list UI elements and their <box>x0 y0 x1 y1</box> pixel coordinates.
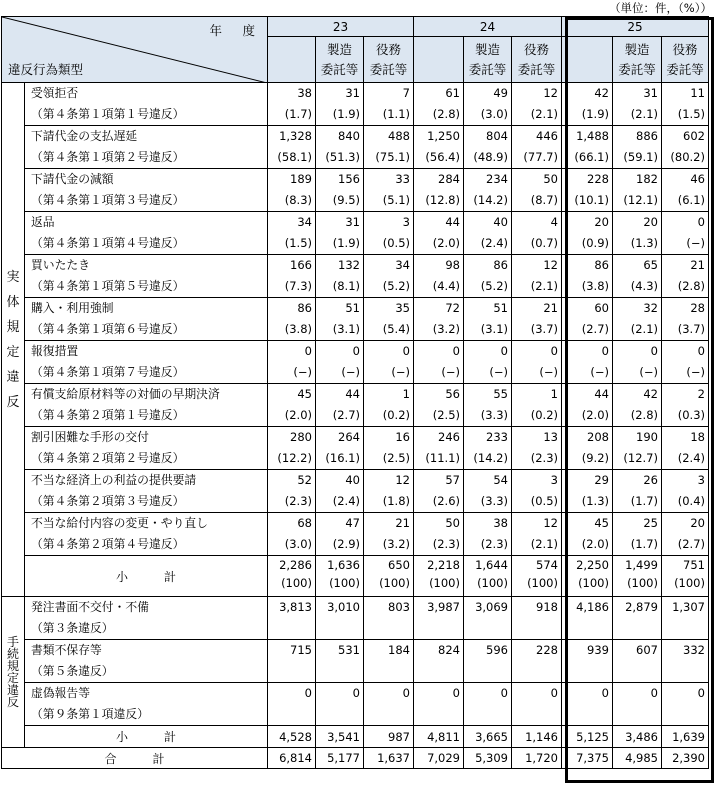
value-cell: 0 <box>613 683 662 726</box>
value-cell: 3 (0.4) <box>662 470 709 513</box>
value-cell: 21 (3.7) <box>512 298 562 341</box>
value-cell: 45 (2.0) <box>562 513 613 556</box>
value-cell: 0 <box>512 683 562 726</box>
value-cell: 3,813 <box>268 597 316 640</box>
subtotal-substantive-label: 小 計 <box>25 556 268 597</box>
total-col-header <box>562 37 613 83</box>
total-value-cell: 6,814 <box>268 748 316 769</box>
value-cell: 50 (2.3) <box>414 513 464 556</box>
value-cell: 0 (−) <box>512 341 562 384</box>
value-cell: 939 <box>562 640 613 683</box>
value-cell: 65 (4.3) <box>613 255 662 298</box>
total-value-cell: 4,985 <box>613 748 662 769</box>
year-header: 25 <box>562 17 709 37</box>
value-cell: 246 (11.1) <box>414 427 464 470</box>
value-cell: 0 <box>268 683 316 726</box>
grand-total-label: 合 計 <box>2 748 268 769</box>
value-cell: 0 <box>414 683 464 726</box>
violation-type-cell: 受領拒否 （第４条第１項第１号違反） <box>25 83 268 126</box>
value-cell: 4 (0.7) <box>512 212 562 255</box>
violation-type-cell: 買いたたき （第４条第１項第５号違反） <box>25 255 268 298</box>
value-cell: 1 (0.2) <box>364 384 414 427</box>
value-cell: 3 (0.5) <box>512 470 562 513</box>
value-cell: 68 (3.0) <box>268 513 316 556</box>
value-cell: 28 (3.7) <box>662 298 709 341</box>
value-cell: 0 <box>364 683 414 726</box>
service-col-header: 役務 委託等 <box>364 37 414 83</box>
subtotal-value-cell: 1,146 <box>512 726 562 748</box>
subtotal-value-cell: 650 (100) <box>364 556 414 597</box>
value-cell: 3,010 <box>316 597 364 640</box>
value-cell: 98 (4.4) <box>414 255 464 298</box>
value-cell: 12 (1.8) <box>364 470 414 513</box>
value-cell: 13 (2.3) <box>512 427 562 470</box>
value-cell: 32 (2.1) <box>613 298 662 341</box>
value-cell: 52 (2.3) <box>268 470 316 513</box>
value-cell: 60 (2.7) <box>562 298 613 341</box>
value-cell: 804 (48.9) <box>464 126 512 169</box>
value-cell: 0 (−) <box>364 341 414 384</box>
value-cell: 596 <box>464 640 512 683</box>
value-cell: 446 (77.7) <box>512 126 562 169</box>
violation-type-cell: 報復措置 （第４条第１項第７号違反） <box>25 341 268 384</box>
value-cell: 46 (6.1) <box>662 169 709 212</box>
year-header: 23 <box>268 17 414 37</box>
value-cell: 886 (59.1) <box>613 126 662 169</box>
value-cell: 11 (1.5) <box>662 83 709 126</box>
value-cell: 86 (5.2) <box>464 255 512 298</box>
value-cell: 7 (1.1) <box>364 83 414 126</box>
value-cell: 918 <box>512 597 562 640</box>
value-cell: 280 (12.2) <box>268 427 316 470</box>
value-cell: 49 (3.0) <box>464 83 512 126</box>
value-cell: 1,488 (66.1) <box>562 126 613 169</box>
violation-type-cell: 下請代金の減額 （第４条第１項第３号違反） <box>25 169 268 212</box>
value-cell: 0 <box>464 683 512 726</box>
value-cell: 61 (2.8) <box>414 83 464 126</box>
value-cell: 1,307 <box>662 597 709 640</box>
value-cell: 57 (2.6) <box>414 470 464 513</box>
value-cell: 1 (0.2) <box>512 384 562 427</box>
total-col-header <box>268 37 316 83</box>
total-col-header <box>414 37 464 83</box>
value-cell: 54 (3.3) <box>464 470 512 513</box>
value-cell: 33 (5.1) <box>364 169 414 212</box>
subtotal-value-cell: 2,286 (100) <box>268 556 316 597</box>
value-cell: 0 <box>316 683 364 726</box>
value-cell: 189 (8.3) <box>268 169 316 212</box>
subtotal-value-cell: 3,665 <box>464 726 512 748</box>
service-col-header: 役務 委託等 <box>662 37 709 83</box>
manufacturing-col-header: 製造 委託等 <box>613 37 662 83</box>
value-cell: 18 (2.4) <box>662 427 709 470</box>
value-cell: 488 (75.1) <box>364 126 414 169</box>
value-cell: 42 (1.9) <box>562 83 613 126</box>
value-cell: 44 (2.0) <box>562 384 613 427</box>
value-cell: 31 (1.9) <box>316 83 364 126</box>
subtotal-value-cell: 1,644 (100) <box>464 556 512 597</box>
value-cell: 86 (3.8) <box>268 298 316 341</box>
subtotal-value-cell: 2,250 (100) <box>562 556 613 597</box>
value-cell: 40 (2.4) <box>464 212 512 255</box>
subtotal-value-cell: 1,499 (100) <box>613 556 662 597</box>
value-cell: 0 (−) <box>316 341 364 384</box>
value-cell: 228 (10.1) <box>562 169 613 212</box>
value-cell: 21 (2.8) <box>662 255 709 298</box>
value-cell: 0 (−) <box>464 341 512 384</box>
value-cell: 0 <box>562 683 613 726</box>
value-cell: 208 (9.2) <box>562 427 613 470</box>
subtotal-value-cell: 987 <box>364 726 414 748</box>
subtotal-value-cell: 3,486 <box>613 726 662 748</box>
value-cell: 0 (−) <box>268 341 316 384</box>
value-cell: 55 (3.3) <box>464 384 512 427</box>
year-header: 24 <box>414 17 562 37</box>
violation-type-cell: 有償支給原材料等の対価の早期決済 （第４条第２項第１号違反） <box>25 384 268 427</box>
violation-type-cell: 割引困難な手形の交付 （第４条第２項第２号違反） <box>25 427 268 470</box>
value-cell: 190 (12.7) <box>613 427 662 470</box>
value-cell: 42 (2.8) <box>613 384 662 427</box>
total-value-cell: 1,720 <box>512 748 562 769</box>
group-procedural-label: 手 続 規 定 違 反 <box>2 597 25 748</box>
value-cell: 602 (80.2) <box>662 126 709 169</box>
value-cell: 840 (51.3) <box>316 126 364 169</box>
value-cell: 607 <box>613 640 662 683</box>
manufacturing-col-header: 製造 委託等 <box>316 37 364 83</box>
subtotal-value-cell: 574 (100) <box>512 556 562 597</box>
total-value-cell: 1,637 <box>364 748 414 769</box>
header-corner <box>2 17 268 83</box>
value-cell: 45 (2.0) <box>268 384 316 427</box>
value-cell: 233 (14.2) <box>464 427 512 470</box>
value-cell: 21 (3.2) <box>364 513 414 556</box>
value-cell: 3,987 <box>414 597 464 640</box>
value-cell: 3,069 <box>464 597 512 640</box>
subtotal-value-cell: 4,811 <box>414 726 464 748</box>
violation-type-cell: 虚偽報告等 （第９条第１項違反） <box>25 683 268 726</box>
value-cell: 2,879 <box>613 597 662 640</box>
value-cell: 86 (3.8) <box>562 255 613 298</box>
violation-type-cell: 不当な経済上の利益の提供要請 （第４条第２項第３号違反） <box>25 470 268 513</box>
violation-type-cell: 返品 （第４条第１項第４号違反） <box>25 212 268 255</box>
manufacturing-col-header: 製造 委託等 <box>464 37 512 83</box>
value-cell: 20 (0.9) <box>562 212 613 255</box>
value-cell: 31 (1.9) <box>316 212 364 255</box>
value-cell: 3 (0.5) <box>364 212 414 255</box>
value-cell: 47 (2.9) <box>316 513 364 556</box>
value-cell: 35 (5.4) <box>364 298 414 341</box>
value-cell: 44 (2.7) <box>316 384 364 427</box>
value-cell: 12 (2.1) <box>512 255 562 298</box>
subtotal-value-cell: 2,218 (100) <box>414 556 464 597</box>
value-cell: 184 <box>364 640 414 683</box>
violation-type-cell: 不当な給付内容の変更・やり直し （第４条第２項第４号違反） <box>25 513 268 556</box>
subtotal-value-cell: 1,636 (100) <box>316 556 364 597</box>
value-cell: 44 (2.0) <box>414 212 464 255</box>
value-cell: 803 <box>364 597 414 640</box>
value-cell: 56 (2.5) <box>414 384 464 427</box>
value-cell: 1,328 (58.1) <box>268 126 316 169</box>
value-cell: 40 (2.4) <box>316 470 364 513</box>
value-cell: 12 (2.1) <box>512 83 562 126</box>
value-cell: 0 (−) <box>613 341 662 384</box>
year-heading: 年 度 <box>209 23 259 38</box>
value-cell: 29 (1.3) <box>562 470 613 513</box>
value-cell: 234 (14.2) <box>464 169 512 212</box>
value-cell: 264 (16.1) <box>316 427 364 470</box>
value-cell: 166 (7.3) <box>268 255 316 298</box>
value-cell: 25 (1.7) <box>613 513 662 556</box>
value-cell: 2 (0.3) <box>662 384 709 427</box>
subtotal-value-cell: 4,528 <box>268 726 316 748</box>
value-cell: 531 <box>316 640 364 683</box>
value-cell: 72 (3.2) <box>414 298 464 341</box>
value-cell: 132 (8.1) <box>316 255 364 298</box>
subtotal-procedural-label: 小 計 <box>25 726 268 748</box>
total-value-cell: 7,029 <box>414 748 464 769</box>
violation-type-cell: 発注書面不交付・不備 （第３条違反） <box>25 597 268 640</box>
service-col-header: 役務 委託等 <box>512 37 562 83</box>
total-value-cell: 5,177 <box>316 748 364 769</box>
value-cell: 182 (12.1) <box>613 169 662 212</box>
value-cell: 38 (1.7) <box>268 83 316 126</box>
value-cell: 156 (9.5) <box>316 169 364 212</box>
group-substantive-label: 実 体 規 定 違 反 <box>2 83 25 597</box>
subtotal-value-cell: 1,639 <box>662 726 709 748</box>
unit-note: （単位：件，（%）） <box>609 1 712 15</box>
value-cell: 51 (3.1) <box>464 298 512 341</box>
subtotal-value-cell: 5,125 <box>562 726 613 748</box>
subtotal-value-cell: 751 (100) <box>662 556 709 597</box>
total-value-cell: 7,375 <box>562 748 613 769</box>
value-cell: 0 (−) <box>662 212 709 255</box>
value-cell: 12 (2.1) <box>512 513 562 556</box>
value-cell: 284 (12.8) <box>414 169 464 212</box>
violation-table <box>1 16 709 769</box>
violation-type-cell: 購入・利用強制 （第４条第１項第６号違反） <box>25 298 268 341</box>
value-cell: 332 <box>662 640 709 683</box>
value-cell: 26 (1.7) <box>613 470 662 513</box>
total-value-cell: 2,390 <box>662 748 709 769</box>
value-cell: 715 <box>268 640 316 683</box>
value-cell: 38 (2.3) <box>464 513 512 556</box>
value-cell: 0 (−) <box>662 341 709 384</box>
value-cell: 20 (1.3) <box>613 212 662 255</box>
value-cell: 50 (8.7) <box>512 169 562 212</box>
value-cell: 34 (5.2) <box>364 255 414 298</box>
value-cell: 824 <box>414 640 464 683</box>
value-cell: 228 <box>512 640 562 683</box>
value-cell: 1,250 (56.4) <box>414 126 464 169</box>
value-cell: 4,186 <box>562 597 613 640</box>
value-cell: 34 (1.5) <box>268 212 316 255</box>
violation-type-cell: 下請代金の支払遅延 （第４条第１項第２号違反） <box>25 126 268 169</box>
subtotal-value-cell: 3,541 <box>316 726 364 748</box>
violation-type-cell: 書類不保存等 （第５条違反） <box>25 640 268 683</box>
value-cell: 31 (2.1) <box>613 83 662 126</box>
value-cell: 20 (2.7) <box>662 513 709 556</box>
violation-type-heading: 違反行為類型 <box>8 62 84 77</box>
value-cell: 16 (2.5) <box>364 427 414 470</box>
value-cell: 0 (−) <box>562 341 613 384</box>
value-cell: 51 (3.1) <box>316 298 364 341</box>
total-value-cell: 5,309 <box>464 748 512 769</box>
value-cell: 0 (−) <box>414 341 464 384</box>
value-cell: 0 <box>662 683 709 726</box>
